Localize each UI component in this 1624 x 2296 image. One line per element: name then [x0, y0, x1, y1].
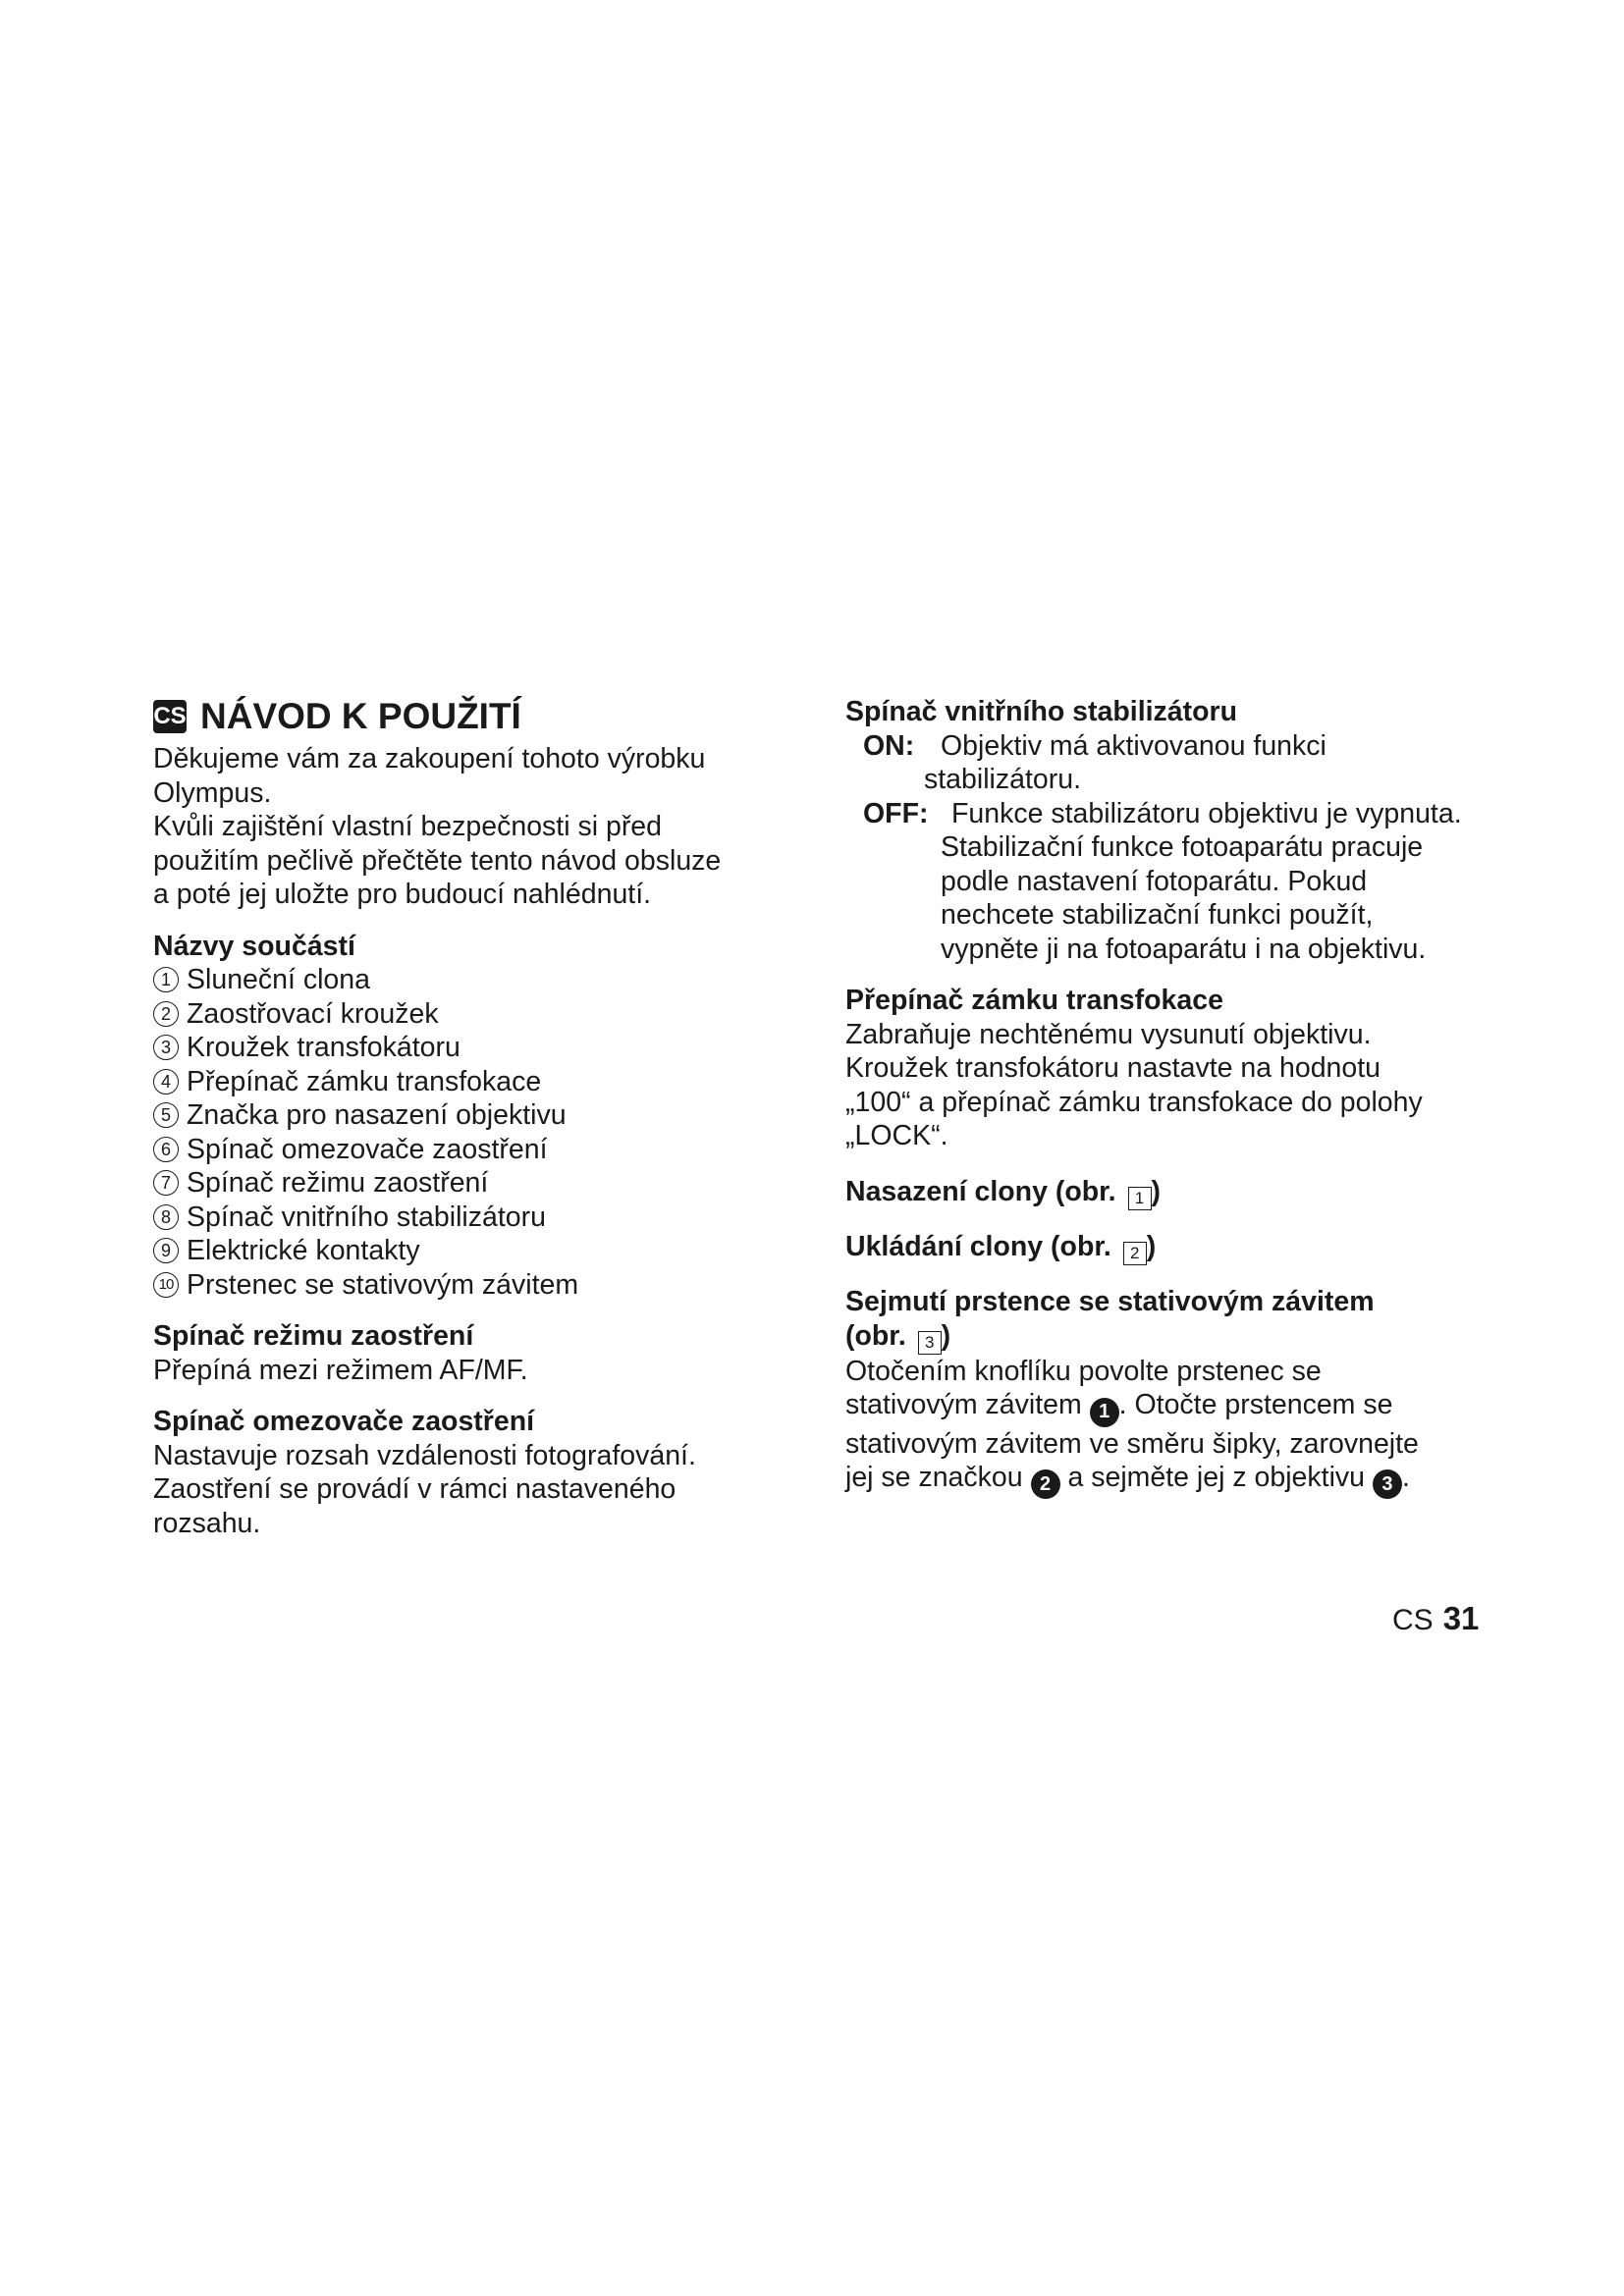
part-label: Prstenec se stativovým závitem [187, 1268, 579, 1301]
heading-close: ) [1146, 1230, 1157, 1262]
part-label: Značka pro nasazení objektivu [187, 1099, 567, 1131]
part-label: Kroužek transfokátoru [187, 1032, 460, 1063]
text-line: podle nastavení fotoparátu. Pokud [941, 865, 1368, 897]
list-item [153, 1065, 782, 1099]
text-line: vypněte ji na fotoaparátu i na objektivu. [941, 933, 1427, 965]
circled-number-4: 4 [153, 1069, 179, 1095]
list-item [153, 997, 782, 1032]
right-column [845, 695, 1493, 1499]
text-line: Otočením knoflíku povolte prstenec se [845, 1355, 1322, 1387]
text-line: rozsahu. [153, 1507, 261, 1539]
text-line: Objektiv má aktivovanou funkci [941, 729, 1326, 762]
zoom-lock-text [845, 1018, 1493, 1153]
list-item [153, 1031, 782, 1065]
text-fragment: stativovým závitem [845, 1389, 1082, 1421]
intro-line: použitím pečlivě přečtěte tento návod obsluze [153, 844, 722, 877]
stabilizer-off-details [845, 830, 1493, 966]
zoom-lock-heading: Přepínač zámku transfokace [845, 985, 1223, 1016]
left-column [153, 695, 782, 1540]
circled-number-9: 9 [153, 1238, 179, 1263]
figure-ref-2: 2 [1123, 1242, 1147, 1265]
heading-text: Ukládání clony (obr. [845, 1230, 1111, 1262]
list-item [153, 1133, 782, 1167]
part-label: Přepínač zámku transfokace [187, 1065, 542, 1097]
list-item [153, 1268, 782, 1303]
circled-number-1: 1 [153, 967, 179, 992]
circled-number-5: 5 [153, 1102, 179, 1128]
part-label: Sluneční clona [187, 964, 370, 995]
tripod-removal-heading [845, 1285, 1493, 1355]
intro-line: Děkujeme vám za zakoupení tohoto výrobku [153, 743, 706, 774]
hood-store-heading [845, 1230, 1493, 1265]
text-fragment: jej se značkou [845, 1462, 1023, 1493]
parts-heading: Názvy součástí [153, 930, 355, 962]
circled-number-8: 8 [153, 1204, 179, 1230]
part-label: Elektrické kontakty [187, 1235, 420, 1266]
step-1-icon: 1 [1090, 1398, 1119, 1427]
hood-attach-heading [845, 1175, 1493, 1210]
heading-text: (obr. [845, 1319, 906, 1352]
circled-number-2: 2 [153, 1001, 179, 1027]
list-item [153, 1201, 782, 1235]
list-item [153, 1166, 782, 1201]
text-line: Funkce stabilizátoru objektivu je vypnuta. [951, 797, 1462, 829]
text-line: Nastavuje rozsah vzdálenosti fotografování. [153, 1439, 696, 1471]
figure-ref-3: 3 [918, 1331, 942, 1355]
step-2-icon: 2 [1031, 1469, 1060, 1499]
heading-text: Nasazení clony (obr. [845, 1175, 1116, 1207]
text-line: stabilizátoru. [924, 764, 1081, 795]
intro-line: Olympus. [153, 776, 272, 809]
off-label: OFF: [863, 797, 929, 829]
intro-line: a poté jej uložte pro budoucí nahlédnutí. [153, 879, 652, 910]
step-3-icon: 3 [1373, 1469, 1402, 1499]
text-fragment: . [1401, 1462, 1410, 1493]
focus-mode-heading: Spínač režimu zaostření [153, 1320, 474, 1352]
tripod-removal-text [845, 1355, 1493, 1500]
footer-language: CS [1392, 1604, 1434, 1636]
part-label: Spínač omezovače zaostření [187, 1133, 548, 1165]
text-line: stativovým závitem ve směru šipky, zarovnejte [845, 1427, 1419, 1460]
stabilizer-on-row [845, 729, 1493, 764]
focus-limiter-text [153, 1439, 782, 1541]
text-line: „100“ a přepínač zámku transfokace do polohy [845, 1086, 1423, 1118]
figure-ref-1: 1 [1128, 1187, 1152, 1210]
language-badge: CS [153, 700, 187, 733]
list-item [153, 1234, 782, 1268]
circled-number-10: 10 [153, 1272, 179, 1298]
text-line: „LOCK“. [845, 1120, 948, 1151]
text-fragment: . Otočte prstencem se [1118, 1389, 1393, 1421]
part-label: Spínač režimu zaostření [187, 1167, 489, 1199]
heading-text: Sejmutí prstence se stativovým závitem [845, 1286, 1375, 1317]
text-line: Zaostření se provádí v rámci nastaveného [153, 1473, 677, 1505]
circled-number-6: 6 [153, 1137, 179, 1162]
heading-close: ) [941, 1319, 951, 1352]
focus-mode-text: Přepíná mezi režimem AF/MF. [153, 1354, 528, 1386]
text-fragment: a sejměte jej z objektivu [1059, 1462, 1366, 1493]
circled-number-3: 3 [153, 1035, 179, 1060]
stabilizer-off-row [845, 797, 1493, 831]
intro-safety [153, 810, 782, 912]
on-label: ON: [863, 729, 915, 762]
circled-number-7: 7 [153, 1170, 179, 1196]
page-footer [1392, 1600, 1479, 1637]
intro-thanks [153, 742, 782, 810]
part-label: Spínač vnitřního stabilizátoru [187, 1201, 546, 1233]
list-item [153, 963, 782, 997]
list-item [153, 1098, 782, 1133]
text-line: Stabilizační funkce fotoaparátu pracuje [941, 831, 1424, 863]
text-line: nechcete stabilizační funkci použít, [941, 899, 1374, 931]
focus-limiter-heading: Spínač omezovače zaostření [153, 1406, 535, 1437]
page-number: 31 [1442, 1600, 1480, 1636]
page-title-text: NÁVOD K POUŽITÍ [200, 696, 521, 736]
text-line: Zabraňuje nechtěnému vysunutí objektivu. [845, 1018, 1372, 1050]
parts-list [153, 963, 782, 1302]
part-label: Zaostřovací kroužek [187, 997, 439, 1030]
heading-close: ) [1151, 1175, 1162, 1207]
stabilizer-heading: Spínač vnitřního stabilizátoru [845, 696, 1238, 727]
text-line: Kroužek transfokátoru nastavte na hodnotu [845, 1052, 1381, 1084]
page-title [153, 695, 782, 738]
intro-line: Kvůli zajištění vlastní bezpečnosti si před [153, 811, 663, 842]
